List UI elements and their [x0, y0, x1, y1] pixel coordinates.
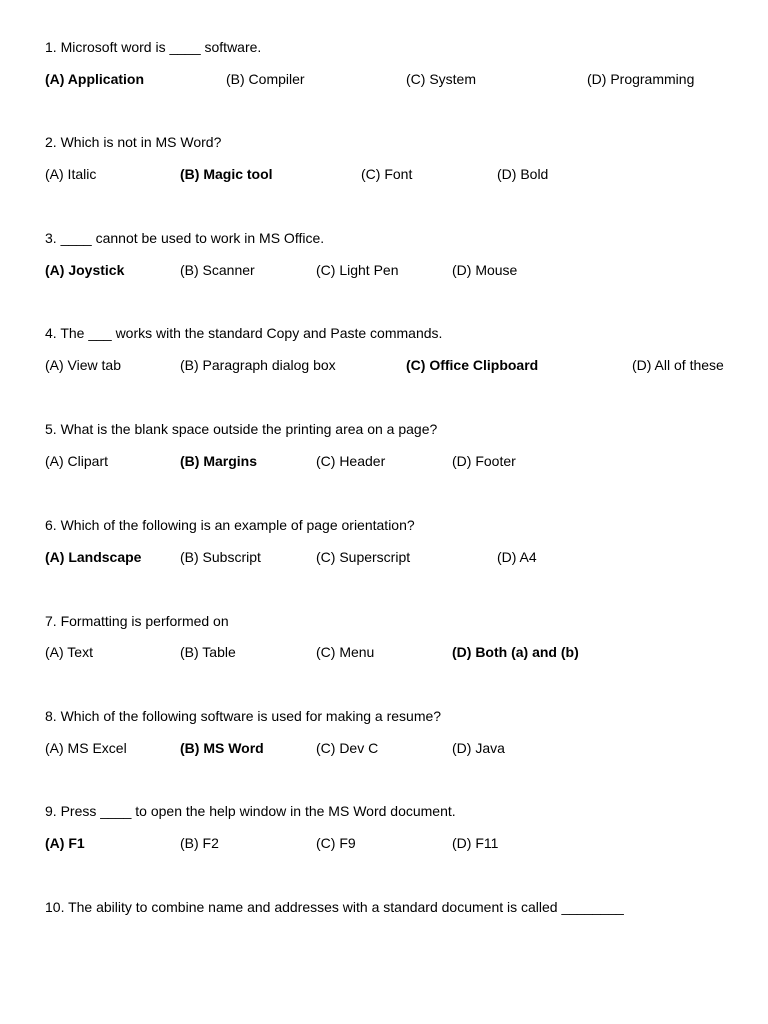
question-3-option-d: (D) Mouse	[452, 262, 518, 278]
question-6-option-c: (C) Superscript	[316, 549, 411, 565]
question-2-option-d: (D) Bold	[497, 166, 549, 182]
question-3-option-b: (B) Scanner	[180, 262, 255, 278]
question-8-option-c: (C) Dev C	[316, 740, 379, 756]
question-2-text: 2. Which is not in MS Word?	[45, 134, 222, 150]
question-1-option-d: (D) Programming	[587, 71, 695, 87]
question-1-option-a: (A) Application	[45, 71, 145, 87]
question-9-option-b: (B) F2	[180, 835, 219, 851]
question-4-option-b: (B) Paragraph dialog box	[180, 357, 336, 373]
question-10-text: 10. The ability to combine name and addresses with a standard document is called ________	[45, 899, 624, 915]
question-1-option-b: (B) Compiler	[226, 71, 305, 87]
question-4-option-c: (C) Office Clipboard	[406, 357, 539, 373]
question-7-text: 7. Formatting is performed on	[45, 613, 229, 629]
question-6-option-a: (A) Landscape	[45, 549, 142, 565]
question-4-option-a: (A) View tab	[45, 357, 121, 373]
question-2-option-b: (B) Magic tool	[180, 166, 273, 182]
question-7-option-c: (C) Menu	[316, 644, 375, 660]
question-4-option-d: (D) All of these	[632, 357, 724, 373]
question-2-option-c: (C) Font	[361, 166, 413, 182]
question-5-option-a: (A) Clipart	[45, 453, 109, 469]
question-8-option-d: (D) Java	[452, 740, 505, 756]
question-7-option-d: (D) Both (a) and (b)	[452, 644, 579, 660]
question-1-text: 1. Microsoft word is ____ software.	[45, 39, 262, 55]
question-5-option-c: (C) Header	[316, 453, 386, 469]
question-6-option-d: (D) A4	[497, 549, 537, 565]
question-3-text: 3. ____ cannot be used to work in MS Office.	[45, 230, 325, 246]
question-7-option-b: (B) Table	[180, 644, 236, 660]
question-9-option-d: (D) F11	[452, 835, 499, 851]
question-7-option-a: (A) Text	[45, 644, 93, 660]
question-9-text: 9. Press ____ to open the help window in the MS Word document.	[45, 803, 456, 819]
question-8-option-a: (A) MS Excel	[45, 740, 127, 756]
question-4-text: 4. The ___ works with the standard Copy and Paste commands.	[45, 325, 443, 341]
question-5-option-b: (B) Margins	[180, 453, 257, 469]
question-5-option-d: (D) Footer	[452, 453, 516, 469]
question-5-text: 5. What is the blank space outside the printing area on a page?	[45, 421, 438, 437]
question-8-text: 8. Which of the following software is used for making a resume?	[45, 708, 442, 724]
question-3-option-a: (A) Joystick	[45, 262, 125, 278]
question-9-option-a: (A) F1	[45, 835, 85, 851]
question-2-option-a: (A) Italic	[45, 166, 97, 182]
question-6-option-b: (B) Subscript	[180, 549, 261, 565]
question-6-text: 6. Which of the following is an example of page orientation?	[45, 517, 415, 533]
question-3-option-c: (C) Light Pen	[316, 262, 399, 278]
question-9-option-c: (C) F9	[316, 835, 356, 851]
question-1-option-c: (C) System	[406, 71, 476, 87]
question-8-option-b: (B) MS Word	[180, 740, 264, 756]
